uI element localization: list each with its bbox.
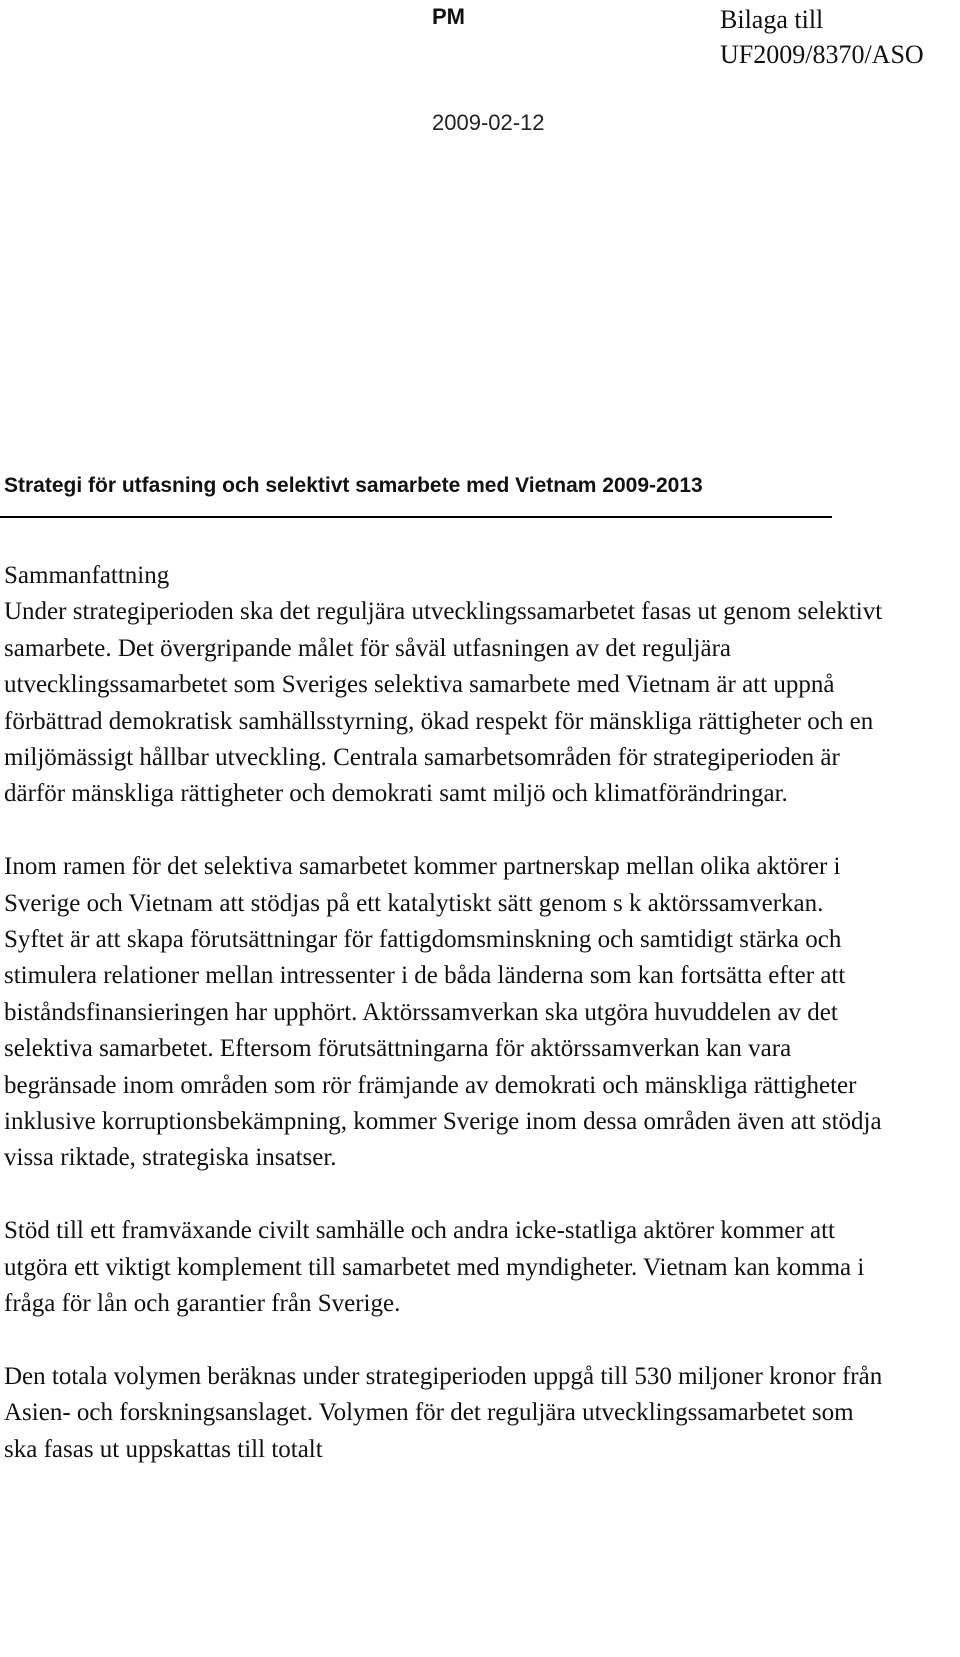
- attachment-label: Bilaga till: [720, 5, 824, 34]
- section-heading: Sammanfattning: [4, 562, 170, 589]
- paragraph-1: Under strategiperioden ska det reguljära utvecklingssamarbetet fasas ut genom selektivt samarbete. Det övergripande målet för såväl utfasningen av det reguljära utvecklingssamarbetet som Sveriges selektiva samarbete med Vietnam är att uppnå förbättrad demokratisk samhällsstyrning, ökad respekt för mänskliga rättigheter och en miljömässigt hållbar utveckling. Centrala samarbetsområden för strategiperioden är därför mänskliga rättigheter och demokrati samt miljö och klimatförändringar.: [4, 598, 883, 808]
- paragraph-4: Den totala volymen beräknas under strategiperioden uppgå till 530 miljoner kronor från Asien- och forskningsanslaget. Volymen för det reguljära utvecklingssamarbetet som ska fasas ut uppskattas till totalt: [4, 1362, 883, 1463]
- attachment-reference: [720, 2, 924, 72]
- document-title: Strategi för utfasning och selektivt samarbete med Vietnam 2009-2013: [4, 474, 703, 497]
- reference-number: UF2009/8370/ASO: [720, 40, 924, 69]
- paragraph-3: Stöd till ett framväxande civilt samhälle och andra icke-statliga aktörer kommer att utgöra ett viktigt komplement till samarbetet med myndigheter. Vietnam kan komma i fråga för lån och garantier från Sverige.: [4, 1217, 865, 1318]
- document-date: 2009-02-12: [432, 110, 545, 135]
- title-divider: [0, 516, 832, 518]
- paragraph-2: Inom ramen för det selektiva samarbetet kommer partnerskap mellan olika aktörer i Sverige och Vietnam att stödjas på ett katalytiskt sätt genom s k aktörssamverkan. Syftet är att skapa förutsättningar för fattigdomsminskning och samtidigt stärka och stimulera relationer mellan intressenter i de båda länderna som kan fortsätta efter att biståndsfinansieringen har upphört. Aktörssamverkan ska utgöra huvuddelen av det selektiva samarbetet. Eftersom förutsättningarna för aktörssamverkan kan vara begränsade inom områden som rör främjande av demokrati och mänskliga rättigheter inklusive korruptionsbekämpning, kommer Sverige inom dessa områden även att stödja vissa riktade, strategiska insatser.: [4, 853, 882, 1172]
- document-body: [4, 558, 884, 1505]
- document-type: PM: [432, 4, 465, 29]
